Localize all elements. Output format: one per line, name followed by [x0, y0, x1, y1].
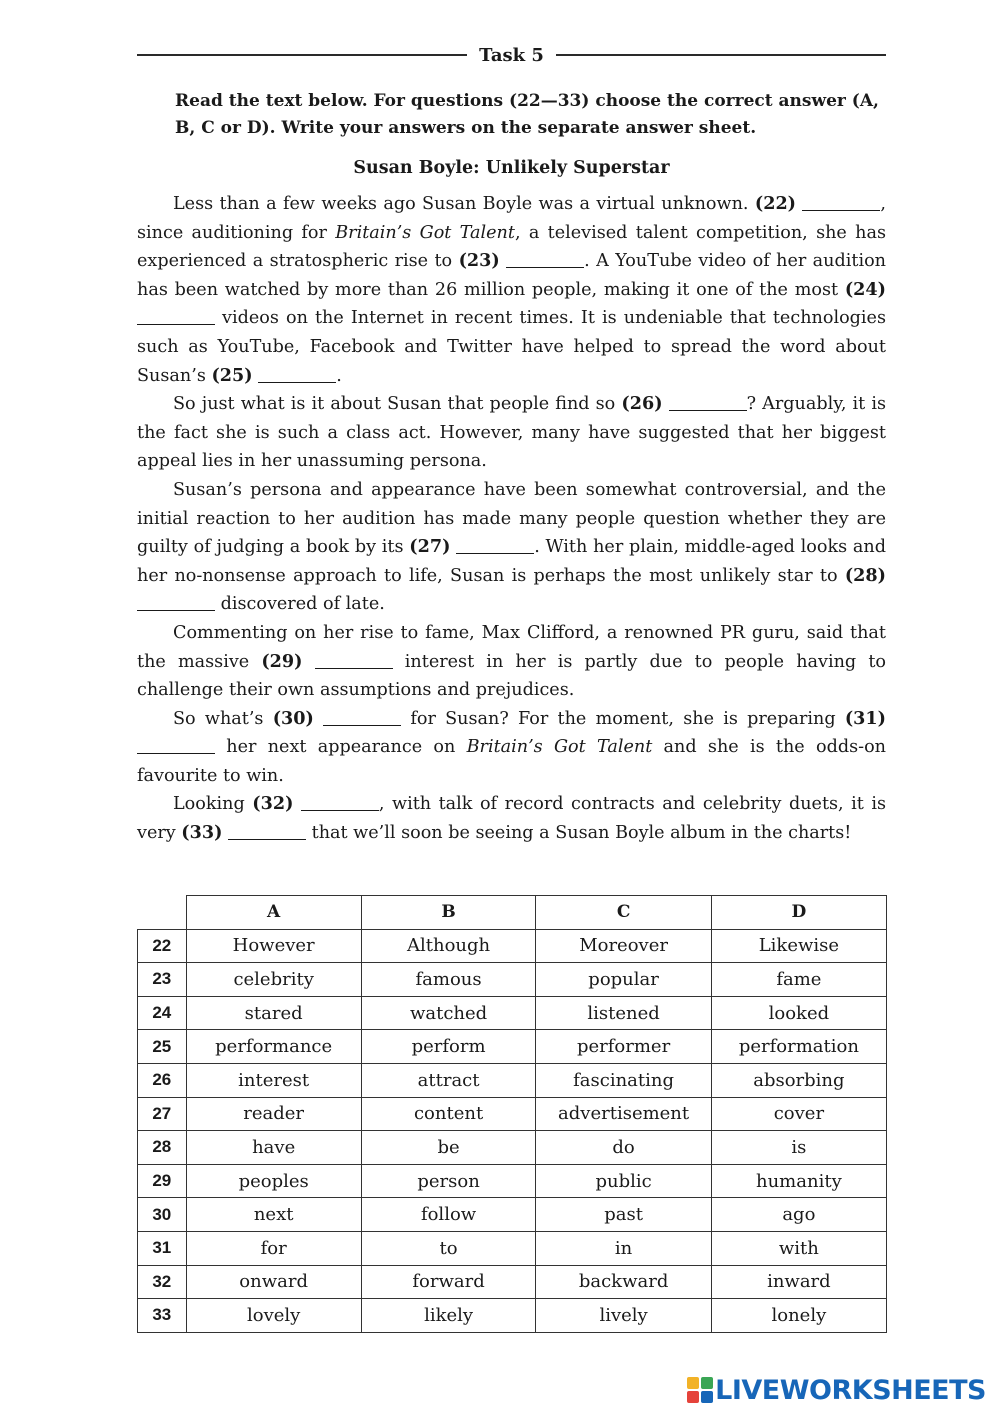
paragraph-text: videos on the Internet in recent times. It is undeniable that technologies such as YouTube, Facebook and Twitter have helped to spread the word about Susan’s — [137, 308, 886, 386]
option-b-cell: perform — [361, 1030, 536, 1064]
option-d-cell: performation — [711, 1030, 886, 1064]
paragraph-text: interest in her is partly due to people having to challenge their own assumptions and prejudices. — [137, 651, 886, 701]
option-a-cell: lovely — [186, 1299, 361, 1333]
question-number-cell: 26 — [138, 1063, 187, 1097]
question-number-cell: 30 — [138, 1198, 187, 1232]
option-b-cell: person — [361, 1164, 536, 1198]
question-number-cell: 31 — [138, 1231, 187, 1265]
question-number-cell: 27 — [138, 1097, 187, 1131]
column-header-d: D — [711, 896, 886, 930]
table-row — [138, 963, 887, 997]
table-row — [138, 1299, 887, 1333]
logo-square — [687, 1391, 699, 1403]
answer-blank — [228, 821, 306, 840]
option-d-cell: Likewise — [711, 929, 886, 963]
paragraph-text: ? Arguably, it is the fact she is such a class act. However, many have suggested that her biggest appeal lies in her unassuming persona. — [137, 394, 887, 472]
article-title: Susan Boyle: Unlikely Superstar — [353, 158, 670, 178]
option-c-cell: performer — [536, 1030, 711, 1064]
option-c-cell: Moreover — [536, 929, 711, 963]
answer-options-table — [137, 895, 887, 1333]
option-d-cell: fame — [711, 963, 886, 997]
option-c-cell: listened — [536, 996, 711, 1030]
table-row — [138, 1198, 887, 1232]
option-d-cell: absorbing — [711, 1063, 886, 1097]
instructions: Read the text below. For questions (22—33) choose the correct answer (A, B, C or D). Write your answers on the separate answer sheet. — [175, 91, 879, 138]
option-b-cell: forward — [361, 1265, 536, 1299]
paragraph-text: Commenting on her rise to fame, Max Clifford, a renowned PR guru, said that the massive — [137, 622, 886, 672]
header-rule-right — [556, 54, 886, 56]
option-d-cell: lonely — [711, 1299, 886, 1333]
article-body — [137, 190, 886, 848]
option-d-cell: with — [711, 1231, 886, 1265]
option-b-cell: content — [361, 1097, 536, 1131]
option-b-cell: Although — [361, 929, 536, 963]
option-c-cell: in — [536, 1231, 711, 1265]
option-a-cell: performance — [186, 1030, 361, 1064]
option-c-cell: lively — [536, 1299, 711, 1333]
option-c-cell: past — [536, 1198, 711, 1232]
article-paragraph — [137, 476, 886, 619]
question-number-cell: 22 — [138, 929, 187, 963]
answer-blank — [137, 736, 215, 755]
option-a-cell: However — [186, 929, 361, 963]
paragraph-text: for Susan? For the moment, she is preparing — [401, 708, 845, 729]
option-b-cell: be — [361, 1131, 536, 1165]
question-number: (31) — [844, 707, 886, 729]
option-c-cell: backward — [536, 1265, 711, 1299]
logo-square — [701, 1377, 713, 1389]
question-number-cell: 24 — [138, 996, 187, 1030]
table-row — [138, 996, 887, 1030]
option-a-cell: peoples — [186, 1164, 361, 1198]
question-number: (27) — [409, 536, 451, 558]
liveworksheets-logo[interactable] — [687, 1374, 986, 1406]
option-d-cell: is — [711, 1131, 886, 1165]
column-header-a: A — [186, 896, 361, 930]
show-title: Britain’s Got Talent — [466, 737, 653, 758]
option-c-cell: public — [536, 1164, 711, 1198]
question-number: (32) — [252, 793, 294, 815]
column-header-b: B — [361, 896, 536, 930]
article-paragraph — [137, 390, 886, 476]
answer-blank — [669, 393, 747, 412]
option-d-cell: humanity — [711, 1164, 886, 1198]
option-b-cell: famous — [361, 963, 536, 997]
paragraph-text: . With her plain, middle-aged looks and her no-nonsense approach to life, Susan is perhaps the most unlikely star to — [137, 537, 886, 586]
article-paragraph — [137, 705, 886, 791]
option-c-cell: advertisement — [536, 1097, 711, 1131]
article-paragraph — [137, 619, 886, 705]
question-number-cell: 25 — [138, 1030, 187, 1064]
paragraph-text: So just what is it about Susan that people find so — [173, 394, 622, 415]
show-title: Britain’s Got Talent — [335, 222, 515, 243]
option-a-cell: reader — [186, 1097, 361, 1131]
question-number: (25) — [211, 364, 253, 386]
question-number-cell: 33 — [138, 1299, 187, 1333]
answer-blank — [137, 593, 215, 612]
question-number: (22) — [754, 193, 797, 214]
task-header — [137, 42, 886, 68]
liveworksheets-logo-text: LIVEWORKSHEETS — [715, 1374, 986, 1406]
table-row — [138, 1030, 887, 1064]
answer-blank — [323, 707, 401, 726]
paragraph-text: , with talk of record contracts and celebrity duets, it is very — [137, 794, 887, 844]
worksheet-page — [137, 42, 886, 848]
paragraph-text: her next appearance on — [215, 737, 467, 758]
column-header-c: C — [536, 896, 711, 930]
question-number-cell: 23 — [138, 963, 187, 997]
option-a-cell: onward — [186, 1265, 361, 1299]
option-b-cell: follow — [361, 1198, 536, 1232]
option-a-cell: interest — [186, 1063, 361, 1097]
paragraph-text: , since auditioning for — [137, 194, 886, 243]
table-corner-cell — [138, 896, 187, 930]
option-a-cell: have — [186, 1131, 361, 1165]
paragraph-text: . — [336, 365, 342, 386]
article-paragraph — [137, 190, 886, 390]
table-row — [138, 1097, 887, 1131]
answer-blank — [506, 250, 584, 269]
option-b-cell: likely — [361, 1299, 536, 1333]
answer-blank — [456, 536, 534, 555]
question-number: (26) — [621, 393, 663, 415]
option-c-cell: fascinating — [536, 1063, 711, 1097]
table-row — [138, 929, 887, 963]
liveworksheets-logo-icon — [687, 1377, 713, 1403]
answer-blank — [802, 192, 880, 211]
option-a-cell: celebrity — [186, 963, 361, 997]
table-header-row — [138, 896, 887, 930]
option-a-cell: next — [186, 1198, 361, 1232]
logo-square — [687, 1377, 699, 1389]
option-c-cell: popular — [536, 963, 711, 997]
paragraph-text: , a televised talent competition, she has experienced a stratospheric rise to — [137, 222, 886, 272]
question-number-cell: 32 — [138, 1265, 187, 1299]
option-a-cell: stared — [186, 996, 361, 1030]
question-number: (29) — [261, 650, 303, 672]
table-row — [138, 1265, 887, 1299]
question-number: (24) — [844, 278, 886, 300]
paragraph-text: Less than a few weeks ago Susan Boyle was a virtual unknown. — [173, 194, 755, 214]
answer-blank — [137, 307, 215, 326]
paragraph-text: So what’s — [173, 708, 273, 729]
paragraph-text: Looking — [173, 794, 253, 815]
question-number-cell: 29 — [138, 1164, 187, 1198]
header-rule-left — [137, 54, 467, 56]
option-a-cell: for — [186, 1231, 361, 1265]
question-number: (23) — [458, 250, 500, 272]
question-number: (30) — [272, 707, 314, 729]
table-row — [138, 1063, 887, 1097]
paragraph-text: that we’ll soon be seeing a Susan Boyle album in the charts! — [306, 823, 852, 844]
question-number: (28) — [844, 564, 886, 586]
paragraph-text: . A YouTube video of her audition has been watched by more than 26 million people, making it one of the most — [137, 251, 886, 300]
answer-blank — [301, 793, 379, 812]
answer-blank — [315, 650, 393, 669]
option-b-cell: attract — [361, 1063, 536, 1097]
option-b-cell: watched — [361, 996, 536, 1030]
option-d-cell: cover — [711, 1097, 886, 1131]
answer-blank — [258, 364, 336, 383]
question-number-cell: 28 — [138, 1131, 187, 1165]
table-row — [138, 1231, 887, 1265]
paragraph-text: discovered of late. — [215, 594, 385, 615]
paragraph-text: and she is the odds-on favourite to win. — [137, 737, 886, 786]
table-row — [138, 1164, 887, 1198]
option-d-cell: looked — [711, 996, 886, 1030]
question-number: (33) — [181, 822, 223, 844]
paragraph-text: Susan’s persona and appearance have been somewhat controversial, and the initial reaction to her audition has made many people question whether they are guilty of judging a book by its — [137, 479, 886, 558]
logo-square — [701, 1391, 713, 1403]
article-paragraph — [137, 790, 886, 847]
table-row — [138, 1131, 887, 1165]
option-c-cell: do — [536, 1131, 711, 1165]
task-title: Task 5 — [479, 44, 544, 66]
option-d-cell: inward — [711, 1265, 886, 1299]
option-b-cell: to — [361, 1231, 536, 1265]
option-d-cell: ago — [711, 1198, 886, 1232]
